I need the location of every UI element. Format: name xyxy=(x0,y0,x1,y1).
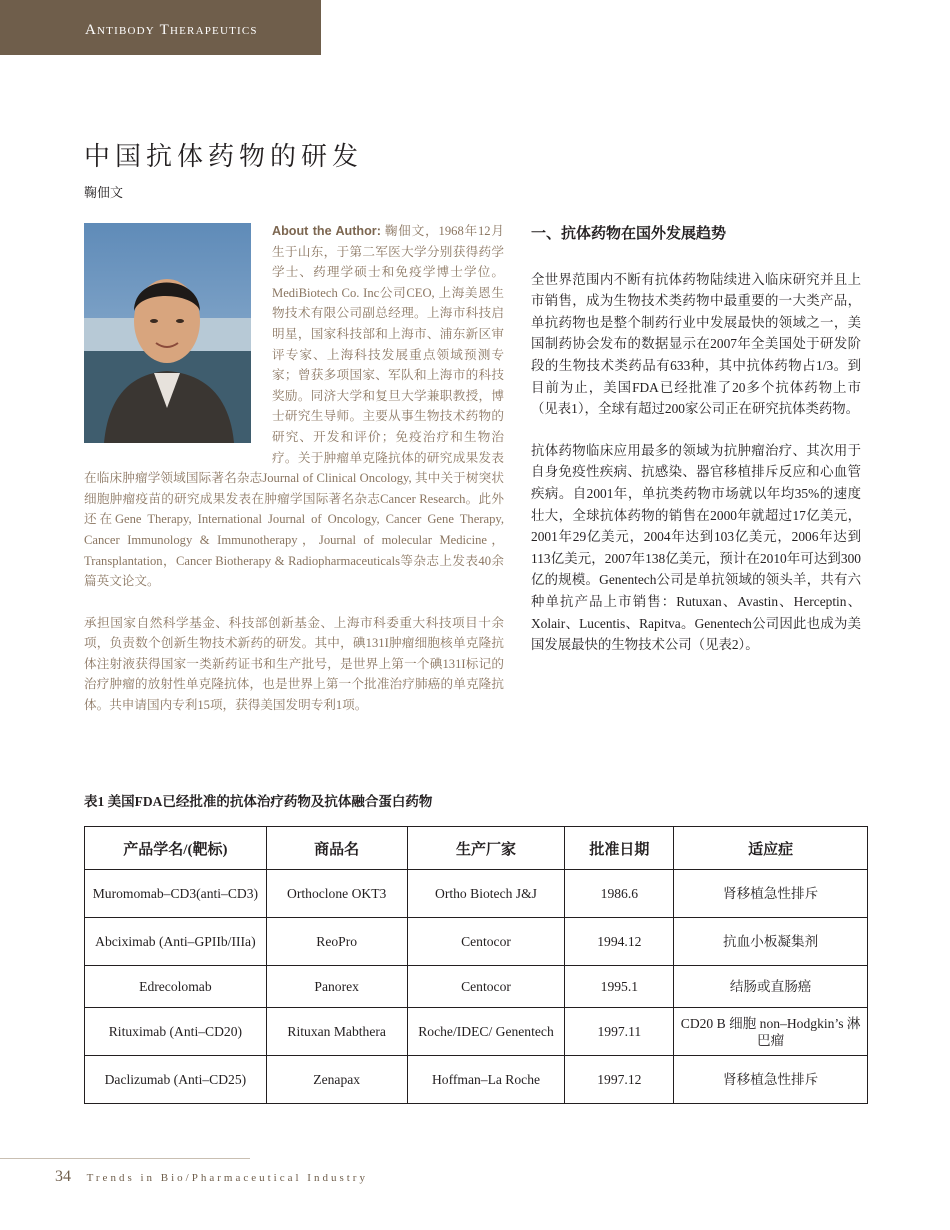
page-number: 34 xyxy=(55,1168,71,1185)
table-cell: 1986.6 xyxy=(565,870,674,918)
footer-divider xyxy=(0,1158,250,1159)
section-paragraph-1: 全世界范围内不断有抗体药物陆续进入临床研究并且上市销售，成为生物技术类药物中最重要的一大类产品， 单抗药物也是整个制药行业中发展最快的领域之一，美国制药协会发布的数据显示在2007年全美国处于研发阶段的生物技术类药品有633种，其中抗体药物占1/3。到目前为止，美国FDA已经批准了20多个抗体药物上市（见表1），全球有超过200家公司正在研究抗体类药物。 xyxy=(531,271,861,417)
table-row xyxy=(85,1056,868,1104)
table-header: 生产厂家 xyxy=(407,827,565,870)
section-banner xyxy=(0,0,321,55)
table-cell: ReoPro xyxy=(266,918,407,966)
table-header: 批准日期 xyxy=(565,827,674,870)
section-paragraph-2: 抗体药物临床应用最多的领域为抗肿瘤治疗、其次用于自身免疫性疾病、抗感染、器官移植排斥反应和心血管疾病。自2001年，单抗类药物市场就以年均35%的速度壮大，全球抗体药物的销售在2000年就超过17亿美元，2001年29亿美元，2004年达到103亿美元，2006年达到113亿美元，2007年138亿美元，预计在2010年可达到300亿的规模。Genentech公司是单抗领域的领头羊，共有六种单抗产品上市销售：Rutuxan、Avastin、Herceptin、Xolair、Lucentis、Rapitva。Genentech公司因此也成为美国发展最快的生物技术公司（见表2）。 xyxy=(531,442,861,653)
bio-text-1: 鞠佃文，1968年12月生于山东，于第二军医大学分别获得药学学士、药理学硕士和免疫学博士学位。MediBiotech Co. Inc公司CEO, 上海美恩生物技术有限公司副总经理。上海市科技启明星，国家科技部和上海市、浦东新区审评专家、上海科技发展重点领域预测专家；曾获多项国家、军队和上海市的科技奖励。同济大学和复旦大学兼职教授，博士研究生导师。主要从事生物技术药物的研究、开发和评价；免疫治疗和生物治疗。关于肿瘤单克隆抗体的研究成果发表在临床肿瘤学领域国际著名杂志Journal of Clinical Oncology, 其中关于树突状细胞肿瘤疫苗的研究成果发表在肿瘤学国际著名杂志Cancer Research。此外还在Gene Therapy, International Journal of Oncology, Cancer Gene Therapy, Cancer Immunology & Immunotherapy，Journal of molecular Medicine，Transplantation，Cancer Biotherapy & Radiopharmaceuticals等杂志上发表40余篇英文论文。 xyxy=(84,224,504,589)
table-cell: Hoffman–La Roche xyxy=(407,1056,565,1104)
bio-paragraph-2: 承担国家自然科学基金、科技部创新基金、上海市科委重大科技项目十余项，负责数个创新生物技术新药的研发。其中，碘131I肿瘤细胞核单克隆抗体注射液获得国家一类新药证书和生产批号，是世界上第一个碘131I标记的治疗肿瘤的放射性单克隆抗体，也是世界上第一个批准治疗肺癌的单克隆抗体。共申请国内专利15项，获得美国发明专利1项。 xyxy=(84,615,504,713)
table-cell: Panorex xyxy=(266,966,407,1008)
table-cell: Rituxan Mabthera xyxy=(266,1008,407,1056)
section-label: Antibody Therapeutics xyxy=(85,22,258,38)
table-cell: Rituximab (Anti–CD20) xyxy=(85,1008,267,1056)
table-cell: Abciximab (Anti–GPIIb/IIIa) xyxy=(85,918,267,966)
table-cell: Centocor xyxy=(407,918,565,966)
table-cell: Edrecolomab xyxy=(85,966,267,1008)
table-cell: Centocor xyxy=(407,966,565,1008)
table-header: 适应症 xyxy=(674,827,868,870)
table-cell: 肾移植急性排斥 xyxy=(674,870,868,918)
table-caption: 表1 美国FDA已经批准的抗体治疗药物及抗体融合蛋白药物 xyxy=(84,794,433,809)
photo-spacer xyxy=(84,221,272,451)
table-header-row xyxy=(85,827,868,870)
page-footer xyxy=(55,1168,368,1186)
table-row xyxy=(85,870,868,918)
author-bio xyxy=(84,221,504,737)
bio-lead: About the Author: xyxy=(272,224,381,238)
table-cell: 1997.12 xyxy=(565,1056,674,1104)
table-row xyxy=(85,1008,868,1056)
table-cell: 1994.12 xyxy=(565,918,674,966)
table-header: 商品名 xyxy=(266,827,407,870)
table-row xyxy=(85,918,868,966)
table-cell: CD20 B 细胞 non–Hodgkin’s 淋巴瘤 xyxy=(674,1008,868,1056)
table-cell: Roche/IDEC/ Genentech xyxy=(407,1008,565,1056)
table-cell: 结肠或直肠癌 xyxy=(674,966,868,1008)
section-trends xyxy=(531,223,861,676)
table-row xyxy=(85,966,868,1008)
table-header: 产品学名/(靶标) xyxy=(85,827,267,870)
table-cell: 抗血小板凝集剂 xyxy=(674,918,868,966)
article-title: 中国抗体药物的研发 xyxy=(84,142,364,172)
fda-antibody-table xyxy=(84,826,868,1104)
table-cell: Orthoclone OKT3 xyxy=(266,870,407,918)
section-heading: 一、抗体药物在国外发展趋势 xyxy=(531,224,727,242)
table-cell: 1995.1 xyxy=(565,966,674,1008)
table-cell: 1997.11 xyxy=(565,1008,674,1056)
table-cell: Ortho Biotech J&J xyxy=(407,870,565,918)
table-cell: Zenapax xyxy=(266,1056,407,1104)
table-cell: Daclizumab (Anti–CD25) xyxy=(85,1056,267,1104)
table-cell: 肾移植急性排斥 xyxy=(674,1056,868,1104)
journal-name: Trends in Bio/Pharmaceutical Industry xyxy=(86,1172,368,1184)
author-name: 鞠佃文 xyxy=(84,186,124,201)
table-cell: Muromomab–CD3(anti–CD3) xyxy=(85,870,267,918)
